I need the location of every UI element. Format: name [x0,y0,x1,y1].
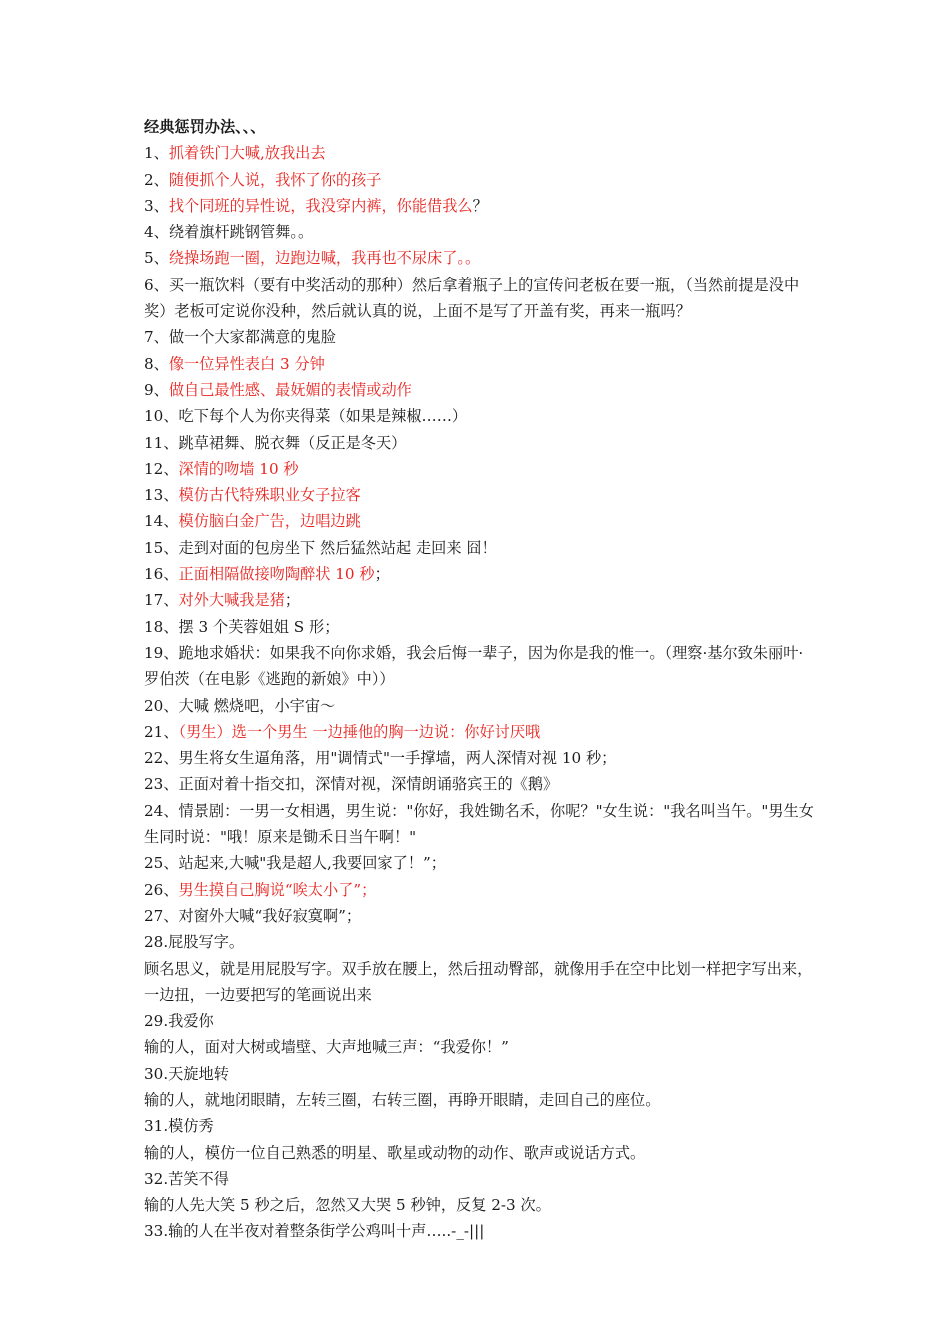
item-number: 10、 [144,407,179,426]
item-number: 14、 [144,512,179,531]
item-text: 对外大喊我是猪 [178,591,285,610]
item-number: 15、 [144,538,179,557]
list-item [144,745,814,771]
list-item [144,430,814,456]
item-number: 9、 [144,380,169,399]
list-item [144,771,814,797]
list-item [144,193,814,219]
item-number: 18、 [144,617,179,636]
list-item [144,403,814,429]
item-text: 对窗外大喊“我好寂寞啊”； [178,906,362,925]
list-item [144,640,814,693]
item-text: 跳草裙舞、脱衣舞（反正是冬天） [178,433,407,452]
item-number: 17、 [144,591,179,610]
list-item [144,351,814,377]
item-number: 1、 [144,144,169,163]
list-item [144,245,814,271]
item-number: 26、 [144,880,179,899]
list-item [144,561,814,587]
item-number: 13、 [144,486,179,505]
item-tail: ； [374,565,390,584]
item-text: 情景剧：一男一女相遇，男生说："你好，我姓锄名禾，你呢？"女生说："我名叫当午。"男生女生同时说："哦！原来是锄禾日当午啊！" [144,801,814,847]
item-text: 模仿古代特殊职业女子拉客 [178,486,361,505]
list-item [144,140,814,166]
section-body: 顾名思义，就是用屁股写字。双手放在腰上，然后扭动臀部，就像用手在空中比划一样把字写出来，一边扭，一边要把写的笔画说出来 [144,959,813,1004]
item-text: （男生）选一个男生 一边捶他的胸一边说：你好讨厌哦 [178,722,541,741]
item-number: 23、 [144,775,179,794]
item-number: 21、 [144,722,179,741]
item-text: 吃下每个人为你夹得菜（如果是辣椒……） [178,407,468,426]
document-title: 经典惩罚办法、、、 [144,118,266,136]
list-item [144,219,814,245]
item-number: 6、 [144,275,169,294]
section-body: 输的人，就地闭眼睛，左转三圈，右转三圈，再睁开眼睛，走回自己的座位。 [144,1090,661,1109]
item-number: 4、 [144,223,169,242]
item-text: 像一位异性表白 3 分钟 [168,354,325,373]
list-item [144,587,814,613]
item-text: 正面相隔做接吻陶醉状 10 秒 [178,565,375,584]
list-item [144,167,814,193]
item-text: 男生将女生逼角落，用"调情式"一手撑墙，两人深情对视 10 秒； [178,749,617,768]
section-body: 输的人先大笑 5 秒之后，忽然又大哭 5 秒钟，反复 2-3 次。 [144,1196,551,1215]
item-text: 正面对着十指交扣，深情对视，深情朗诵骆宾王的《鹅》 [178,775,559,794]
item-number: 16、 [144,565,179,584]
item-number: 12、 [144,459,179,478]
section-heading: 28.屁股写字。 [144,933,245,952]
list-item [144,272,814,325]
item-text: 走到对面的包房坐下 然后猛然站起 走回来 囧！ [178,538,497,557]
list-item [144,456,814,482]
list-item [144,508,814,534]
item-number: 20、 [144,696,179,715]
item-number: 2、 [144,170,169,189]
item-number: 22、 [144,749,179,768]
section-heading: 31.模仿秀 [144,1117,214,1136]
item-text: 随便抓个人说，我怀了你的孩子 [168,170,382,189]
item-text: 大喊 燃烧吧，小宇宙～ [178,696,336,715]
item-number: 7、 [144,328,169,347]
item-number: 11、 [144,433,179,452]
item-text: 抓着铁门大喊,放我出去 [168,144,326,163]
item-text: 做一个大家都满意的鬼脸 [168,328,336,347]
last-line: 33.输的人在半夜对着整条街学公鸡叫十声…..-_-||| [144,1222,485,1241]
list-item [144,482,814,508]
list-item [144,535,814,561]
section-body: 输的人，模仿一位自己熟悉的明星、歌星或动物的动作、歌声或说话方式。 [144,1143,646,1162]
list-item [144,798,814,851]
list-item [144,877,814,903]
item-number: 24、 [144,801,179,820]
item-text: 男生摸自己胸说“唉太小了”； [178,880,377,899]
item-text: 做自己最性感、最妩媚的表情或动作 [168,380,412,399]
list-item [144,614,814,640]
item-text: 绕着旗杆跳钢管舞。。 [168,223,314,242]
section-heading: 30.天旋地转 [144,1064,229,1083]
list-item [144,693,814,719]
list-item [144,719,814,745]
item-number: 27、 [144,906,179,925]
item-number: 3、 [144,196,169,215]
item-text: 摆 3 个芙蓉姐姐 S 形； [178,617,340,636]
item-text: 深情的吻墙 10 秒 [178,459,299,478]
item-number: 19、 [144,643,179,662]
item-text: 买一瓶饮料（要有中奖活动的那种）然后拿着瓶子上的宣传问老板在要一瓶，（当然前提是没中奖）老板可定说你没种，然后就认真的说，上面不是写了开盖有奖，再来一瓶吗？ [144,275,800,321]
item-tail: ？ [472,196,488,215]
item-number: 5、 [144,249,169,268]
item-text: 找个同班的异性说，我没穿内裤，你能借我么 [168,196,473,215]
item-text: 模仿脑白金广告，边唱边跳 [178,512,361,531]
item-text: 绕操场跑一圈，边跑边喊，我再也不尿床了。。 [168,249,481,268]
item-number: 25、 [144,854,179,873]
item-number: 8、 [144,354,169,373]
list-item [144,377,814,403]
list-item [144,850,814,876]
section-heading: 32.苦笑不得 [144,1169,229,1188]
item-text: 跪地求婚状：如果我不向你求婚，我会后悔一辈子，因为你是我的惟一。（理察·基尔致朱丽叶·罗伯茨（在电影《逃跑的新娘》中）） [144,643,804,689]
item-text: 站起来,大喊"我是超人,我要回家了！”； [178,854,446,873]
section-heading: 29.我爱你 [144,1012,214,1031]
section-body: 输的人，面对大树或墙壁、大声地喊三声：“我爱你！” [144,1038,509,1057]
item-tail: ； [284,591,301,610]
list-item [144,903,814,929]
document-page [144,114,814,1245]
list-item [144,324,814,350]
